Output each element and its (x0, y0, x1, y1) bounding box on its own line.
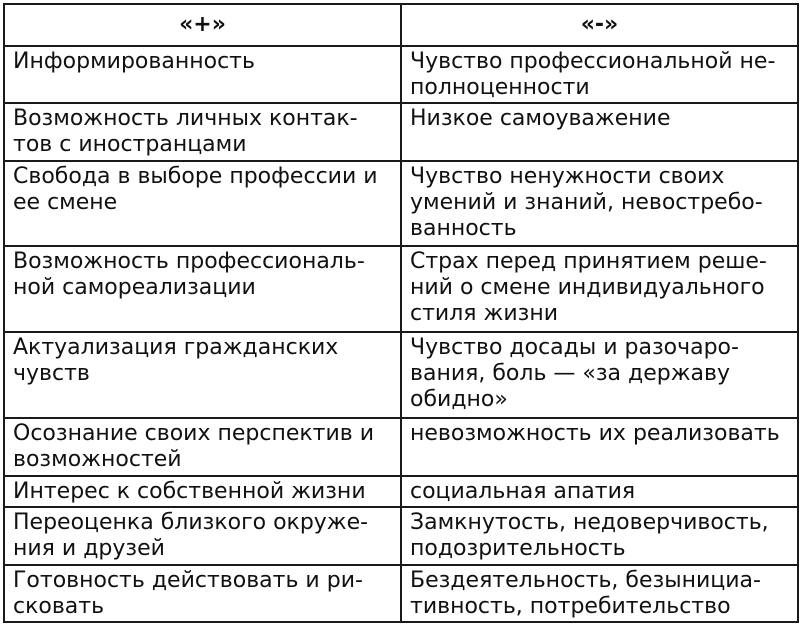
table-row (4, 507, 798, 565)
cell-minus: Чувство досады и разочаро- вания, боль — «за державу обидно» (401, 332, 798, 417)
cell-plus: Осознание своих перспектив и возможностей (4, 418, 401, 476)
cell-minus: Замкнутость, недоверчивость, подозрительность (401, 507, 798, 565)
cell-plus: Интерес к собственной жизни (4, 476, 401, 507)
table-row (4, 246, 798, 332)
cell-minus: невозможность их реализовать (401, 418, 798, 476)
cell-plus: Готовность действовать и ри- сковать (4, 565, 401, 622)
cell-minus: Чувство ненужности своих умений и знаний, невостребо- ванность (401, 161, 798, 246)
header-plus: «+» (4, 4, 401, 46)
table-header-row (4, 4, 798, 46)
table-row (4, 103, 798, 161)
cell-minus: социальная апатия (401, 476, 798, 507)
header-minus: «-» (401, 4, 798, 46)
cell-minus: Бездеятельность, безынициа- тивность, потребительство (401, 565, 798, 622)
table-row (4, 46, 798, 103)
table-row (4, 161, 798, 246)
table-row (4, 418, 798, 476)
cell-minus: Чувство профессиональной не- полноценности (401, 46, 798, 103)
cell-plus: Информированность (4, 46, 401, 103)
pros-cons-table (3, 3, 799, 623)
table-row (4, 565, 798, 622)
cell-minus: Страх перед принятием реше- ний о смене индивидуального стиля жизни (401, 246, 798, 332)
table-row (4, 476, 798, 507)
cell-plus: Возможность профессиональ- ной самореализации (4, 246, 401, 332)
cell-minus: Низкое самоуважение (401, 103, 798, 161)
cell-plus: Возможность личных контак- тов с иностранцами (4, 103, 401, 161)
table-row (4, 332, 798, 417)
cell-plus: Актуализация гражданских чувств (4, 332, 401, 417)
comparison-table-wrapper (3, 3, 797, 623)
cell-plus: Переоценка близкого окруже- ния и друзей (4, 507, 401, 565)
cell-plus: Свобода в выборе профессии и ее смене (4, 161, 401, 246)
